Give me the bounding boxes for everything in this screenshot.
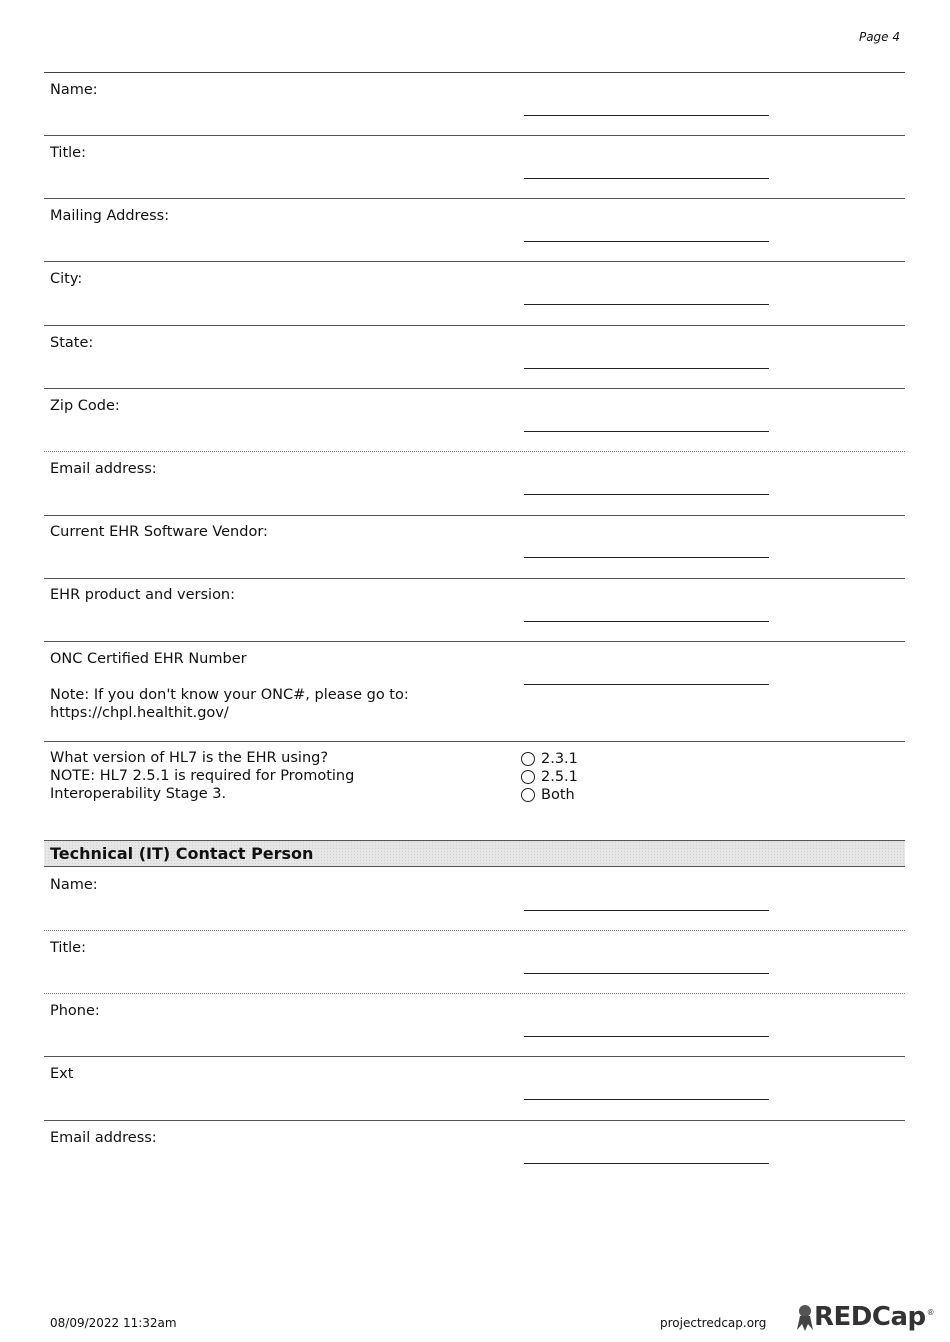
tech-title-field[interactable] [524, 973, 769, 974]
registered-mark: ® [926, 1308, 935, 1317]
ehr-product-field[interactable] [524, 621, 769, 622]
ehr-product-label: EHR product and version: [50, 587, 236, 603]
divider [44, 72, 905, 73]
zip-code-field[interactable] [524, 431, 769, 432]
onc-number-field[interactable] [524, 684, 769, 685]
city-label: City: [50, 271, 83, 287]
divider [44, 641, 905, 642]
redcap-logo [796, 1302, 935, 1332]
tech-ext-label: Ext [50, 1066, 74, 1082]
footer-timestamp: 08/09/2022 11:32am [50, 1316, 177, 1330]
hl7-version-label: What version of HL7 is the EHR using? NOTE: HL7 2.5.1 is required for Promoting Interoperability Stage 3. [50, 750, 355, 802]
email-address-label: Email address: [50, 461, 157, 477]
zip-code-label: Zip Code: [50, 398, 120, 414]
title-label: Title: [50, 145, 86, 161]
radio-option-label: 2.5.1 [541, 769, 578, 785]
radio-option-label: 2.3.1 [541, 751, 578, 767]
divider [44, 198, 905, 199]
name-field[interactable] [524, 115, 769, 116]
divider [44, 930, 905, 931]
tech-email-field[interactable] [524, 1163, 769, 1164]
radio-circle-icon[interactable] [521, 752, 535, 766]
tech-ext-field[interactable] [524, 1099, 769, 1100]
divider [44, 388, 905, 389]
tech-title-label: Title: [50, 940, 86, 956]
divider [44, 261, 905, 262]
mailing-address-label: Mailing Address: [50, 208, 170, 224]
divider [44, 578, 905, 579]
radio-circle-icon[interactable] [521, 770, 535, 784]
divider [44, 451, 905, 452]
tech-email-label: Email address: [50, 1130, 157, 1146]
hl7-option-2-3-1[interactable] [521, 750, 578, 768]
name-label: Name: [50, 82, 98, 98]
mailing-address-field[interactable] [524, 241, 769, 242]
tech-phone-label: Phone: [50, 1003, 100, 1019]
redcap-mascot-icon [796, 1304, 814, 1332]
logo-text: REDCap [814, 1302, 926, 1332]
tech-name-field[interactable] [524, 910, 769, 911]
radio-option-label: Both [541, 787, 575, 803]
hl7-option-both[interactable] [521, 786, 578, 804]
ehr-vendor-field[interactable] [524, 557, 769, 558]
hl7-version-radio-group [521, 750, 578, 804]
page-number: Page 4 [858, 30, 900, 44]
divider [44, 1120, 905, 1121]
divider [44, 741, 905, 742]
divider [44, 135, 905, 136]
technical-contact-section-header: Technical (IT) Contact Person [44, 840, 905, 867]
divider [44, 325, 905, 326]
hl7-option-2-5-1[interactable] [521, 768, 578, 786]
footer-site-link[interactable]: projectredcap.org [660, 1316, 767, 1330]
tech-name-label: Name: [50, 877, 98, 893]
state-field[interactable] [524, 368, 769, 369]
title-field[interactable] [524, 178, 769, 179]
divider [44, 1056, 905, 1057]
divider [44, 993, 905, 994]
divider [44, 515, 905, 516]
radio-circle-icon[interactable] [521, 788, 535, 802]
onc-number-label: ONC Certified EHR Number Note: If you don't know your ONC#, please go to: https://chpl.healthit.gov/ [50, 651, 409, 721]
state-label: State: [50, 335, 94, 351]
city-field[interactable] [524, 304, 769, 305]
tech-phone-field[interactable] [524, 1036, 769, 1037]
ehr-vendor-label: Current EHR Software Vendor: [50, 524, 268, 540]
email-address-field[interactable] [524, 494, 769, 495]
